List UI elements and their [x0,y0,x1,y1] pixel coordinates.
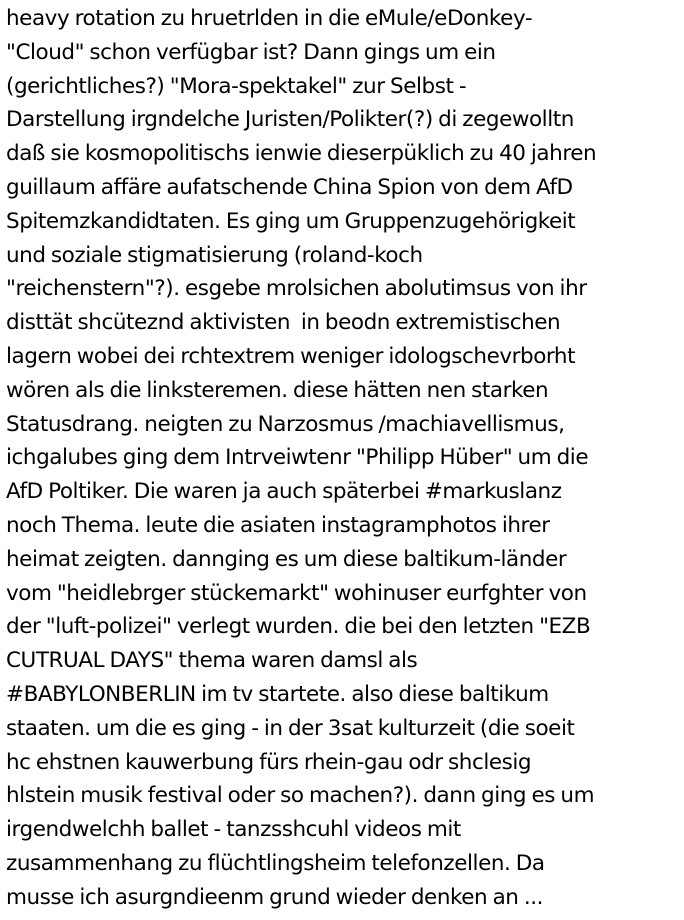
text-line: hc ehstnen kauwerbung fürs rhein-gau odr shclesig [6,749,532,775]
text-line: "reichenstern"?). esgebe mrolsichen abolutimsus von ihr [6,276,587,302]
text-line: heavy rotation zu hruetrlden in die eMule/eDonkey- [6,6,533,31]
text-line: wören als die linksteremen. diese hätten nen starken [6,377,549,403]
text-line: ichgalubes ging dem Intrveiwtenr "Philipp Hüber" um die [6,445,589,471]
text-line: staaten. um die es ging - in der 3sat kulturzeit (die soeit [6,715,575,741]
text-line: heimat zeigten. dannging es um diese baltikum-länder [6,546,567,572]
text-line: "Cloud" schon verfügbar ist? Dann gings um ein [6,39,496,65]
text-line: lagern wobei dei rchtextrem weniger idologschevrborht [6,343,576,369]
text-line: noch Thema. leute die asiaten instagramphotos ihrer [6,512,550,538]
text-line: musse ich asurgndieenm grund wieder denken an ... [6,884,544,910]
text-line: guillaum affäre aufatschende China Spion von dem AfD [6,174,573,200]
text-line: irgendwelchh ballet - tanzsshcuhl videos mit [6,817,461,843]
text-line: hlstein musik festival oder so machen?). dann ging es um [6,783,595,809]
text-line: vom "heidlebrger stückemarkt" wohinuser eurfghter von [6,580,587,606]
text-line: AfD Poltiker. Die waren ja auch späterbei #markuslanz [6,479,562,505]
document-text-block [6,2,682,915]
text-line: #BABYLONBERLIN im tv startete. also diese baltikum [6,681,549,707]
text-line: Statusdrang. neigten zu Narzosmus /machiavellismus, [6,411,565,437]
text-line: disttät shcüteznd aktivisten in beodn extremistischen [6,310,561,336]
text-line: daß sie kosmopolitischs ienwie dieserpüklich zu 40 jahren [6,141,597,167]
text-line: zusammenhang zu flüchtlingsheim telefonzellen. Da [6,850,545,876]
text-line: Spitemzkandidtaten. Es ging um Gruppenzugehörigkeit [6,208,576,234]
text-line: (gerichtliches?) "Mora-spektakel" zur Selbst - [6,73,467,99]
text-line: der "luft-polizei" verlegt wurden. die bei den letzten "EZB [6,614,591,640]
text-line: CUTRUAL DAYS" thema waren damsl als [6,648,418,674]
text-line: und soziale stigmatisierung (roland-koch [6,242,423,268]
text-line: Darstellung irgndelche Juristen/Polikter(?) di zegewolltn [6,107,574,133]
